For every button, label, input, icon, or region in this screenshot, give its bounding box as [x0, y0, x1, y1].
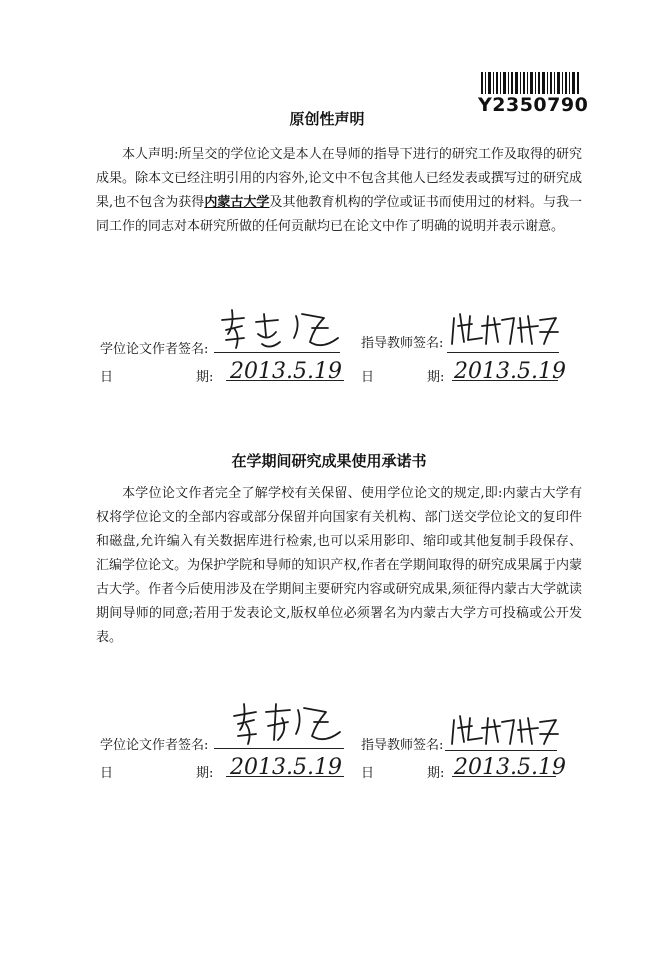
author-date-label-day-2: 日: [100, 766, 114, 781]
authorization-body: 本学位论文作者完全了解学校有关保留、使用学位论文的规定,即:内蒙古大学有权将学位论文的全部内容或部分保留并向国家有关机构、部门送交学位论文的复印件和磁盘,允许编入有关数据库进行检索,也可以采用影印、缩印或其他复制手段保存、汇编学位论文。为保护学院和导师的知识产权,作者在学期间取得的研究成果属于内蒙古大学。作者今后使用涉及在学期间主要研究内容或研究成果,须征得内蒙古大学就读期间导师的同意;若用于发表论文,版权单位必须署名为内蒙古大学方可投稿或公开发表。: [96, 486, 582, 645]
advisor-date-handwritten: 2013.5.19: [454, 359, 566, 384]
authorization-title: 在学期间研究成果使用承诺书: [231, 452, 427, 470]
author-signature-label-2: 学位论文作者签名:: [100, 738, 209, 753]
declaration-body-after: 及其他教育机构的学位或证书而使用过的材料。与我一同工作的同志对本研究所做的任何贡献均已在论文中作了明确的说明并表示谢意。: [96, 195, 582, 234]
advisor-date-label-day: 日: [361, 370, 375, 385]
author-date-image-2: [228, 748, 348, 782]
declaration-body-highlight: 内蒙古大学: [204, 195, 270, 210]
author-date-handwritten: 2013.5.19: [230, 359, 342, 384]
advisor-date-label-period: 期:: [427, 370, 445, 385]
advisor-date-label-period-2: 期:: [427, 766, 445, 781]
advisor-signature-label-2: 指导教师签名:: [361, 738, 444, 753]
advisor-signature-image-2: [448, 710, 564, 752]
declaration-body-before: 本人声明:所呈交的学位论文是本人在导师的指导下进行的研究工作及取得的研究成果。除本文已经注明引用的内容外,论文中不包含其他人已经发表或撰写过的研究成果,也不包含为获得: [96, 147, 582, 210]
author-signature-label: 学位论文作者签名:: [100, 342, 209, 357]
author-date-handwritten-2: 2013.5.19: [230, 755, 342, 780]
declaration-body: [96, 143, 582, 239]
author-date-image: [226, 352, 356, 386]
author-date-label-period: 期:: [196, 370, 214, 385]
advisor-date-label-day-2: 日: [361, 766, 375, 781]
barcode: [481, 72, 581, 94]
advisor-date-image: [452, 352, 572, 386]
author-date-label-period-2: 期:: [196, 766, 214, 781]
author-date-label-day: 日: [100, 370, 114, 385]
document-id: Y2350790: [478, 94, 589, 116]
declaration-title: 原创性声明: [289, 110, 365, 128]
advisor-date-handwritten-2: 2013.5.19: [454, 755, 566, 780]
advisor-signature-image: [448, 308, 568, 352]
advisor-date-image-2: [452, 748, 568, 782]
author-signature-image-2: [228, 700, 348, 748]
advisor-signature-label: 指导教师签名:: [361, 336, 444, 351]
author-signature-image: [214, 306, 354, 354]
